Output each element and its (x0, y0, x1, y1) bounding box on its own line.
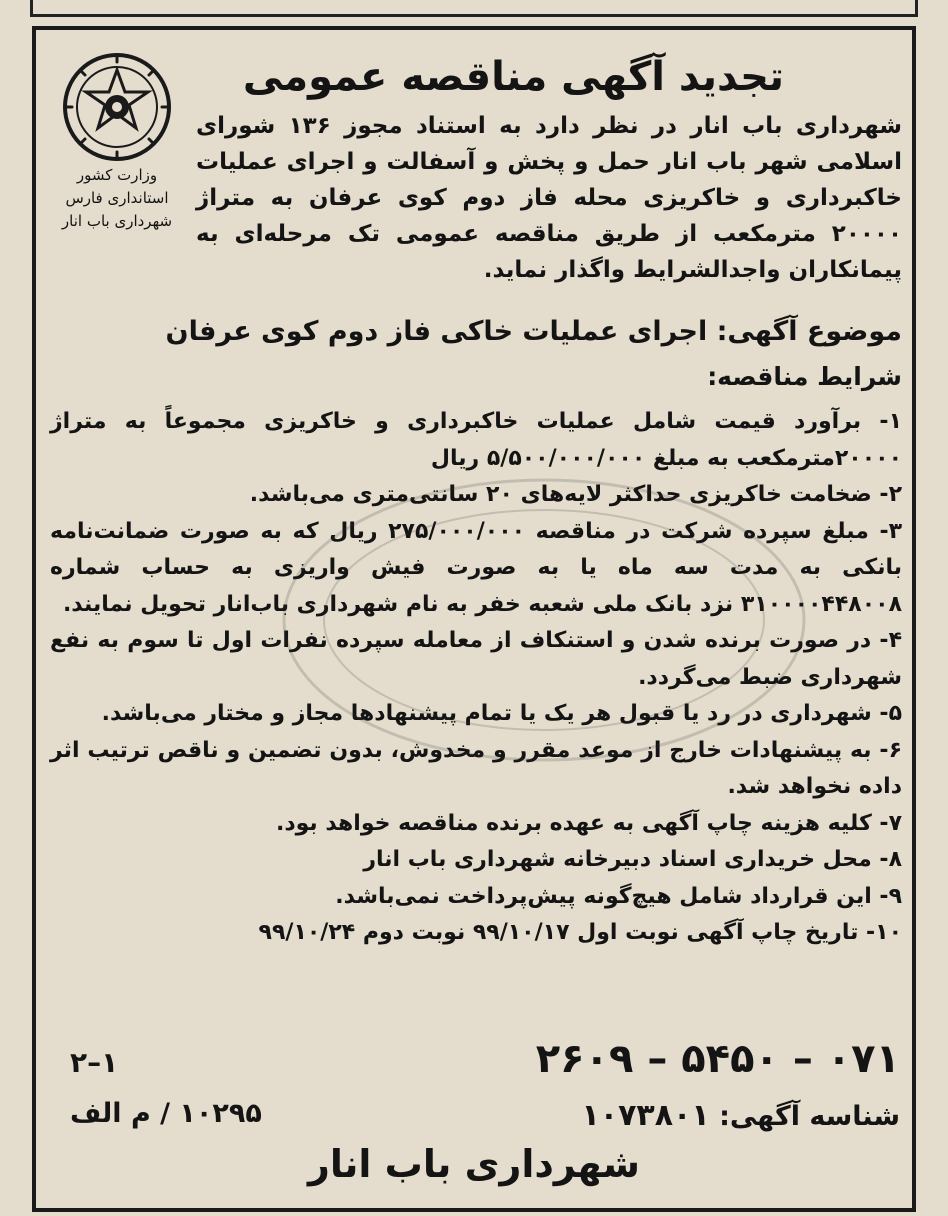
condition-item: ۳- مبلغ سپرده شرکت در مناقصه ۲۷۵/۰۰۰/۰۰۰ ریال که به صورت ضمانت‌نامه بانکی به مدت سه ماه یا به صورت فیش واریزی به حساب شماره ۳۱۰۰۰۰۴۴۸۰۰۸ نزد بانک ملی شعبه خفر به نام شهرداری باب‌انار تحویل نمایند. (50, 518, 903, 617)
notice-title: تجدید آگهی مناقصه عمومی (242, 54, 784, 100)
page-label: ۲–۱ (70, 1046, 119, 1079)
seal-line-governorate: استانداری فارس (65, 189, 169, 207)
contact-phone: ۲۶۰۹ – ۵۴۵۰ – ۰۷۱ (535, 1036, 900, 1082)
conditions-list (50, 404, 902, 952)
ad-identifier (581, 1098, 900, 1133)
previous-ad-border (30, 0, 918, 17)
seal-caption (44, 164, 190, 233)
seal-line-municipality: شهرداری باب انار (61, 212, 173, 230)
notice-body (44, 40, 904, 1202)
condition-item: ۷- کلیه هزینه چاپ آگهی به عهده برنده مناقصه خواهد بود. (275, 810, 902, 836)
condition-item: ۱- برآورد قیمت شامل عملیات خاکبرداری و خاکریزی مجموعاً به متراژ ۲۰۰۰۰مترمکعب به مبلغ ۵/۵۰۰/۰۰۰/۰۰۰ ریال (50, 409, 902, 471)
municipality-seal-icon (62, 52, 172, 162)
ad-id-value: ۱۰۷۳۸۰۱ (581, 1098, 710, 1133)
condition-item: ۱۰- تاریخ چاپ آگهی نوبت اول ۹۹/۱۰/۱۷ نوبت دوم ۹۹/۱۰/۲۴ (258, 920, 902, 945)
reference-number: ۱۰۲۹۵ / م الف (70, 1098, 262, 1129)
condition-item: ۴- در صورت برنده شدن و استنکاف از معامله سپرده نفرات اول تا سوم به نفع شهرداری ضبط می‌گردد. (50, 628, 902, 690)
intro-paragraph: شهرداری باب انار در نظر دارد به استناد مجوز ۱۳۶ شورای اسلامی شهر باب انار حمل و پخش و آسفالت و اجرای عملیات خاکبرداری و خاکریزی محله فاز دوم کوی عرفان به متراژ ۲۰۰۰۰ مترمکعب از طریق مناقصه عمومی تک مرحله‌ای به پیمانکاران واجدالشرایط واگذار نماید. (196, 113, 902, 283)
condition-item: ۹- این قرارداد شامل هیچ‌گونه پیش‌پرداخت نمی‌باشد. (335, 883, 902, 909)
conditions-heading: شرایط مناقصه: (707, 362, 902, 391)
notice-subject: موضوع آگهی: اجرای عملیات خاکی فاز دوم کوی عرفان (165, 316, 902, 347)
condition-item: ۲- ضخامت خاکریزی حداکثر لایه‌های ۲۰ سانتی‌متری می‌باشد. (249, 482, 902, 507)
condition-item: ۵- شهرداری در رد یا قبول هر یک یا تمام پیشنهادها مجاز و مختار می‌باشد. (101, 701, 902, 726)
condition-item: ۶- به پیشنهادات خارج از موعد مقرر و مخدوش، بدون تضمین و ناقص ترتیب اثر داده نخواهد شد. (50, 737, 902, 799)
condition-item: ۸- محل خریداری اسناد دبیرخانه شهرداری باب انار (363, 847, 902, 872)
seal-line-ministry: وزارت کشور (76, 166, 158, 184)
ad-id-label: شناسه آگهی: (719, 1101, 900, 1132)
footer-signature: شهرداری باب انار (308, 1142, 640, 1186)
